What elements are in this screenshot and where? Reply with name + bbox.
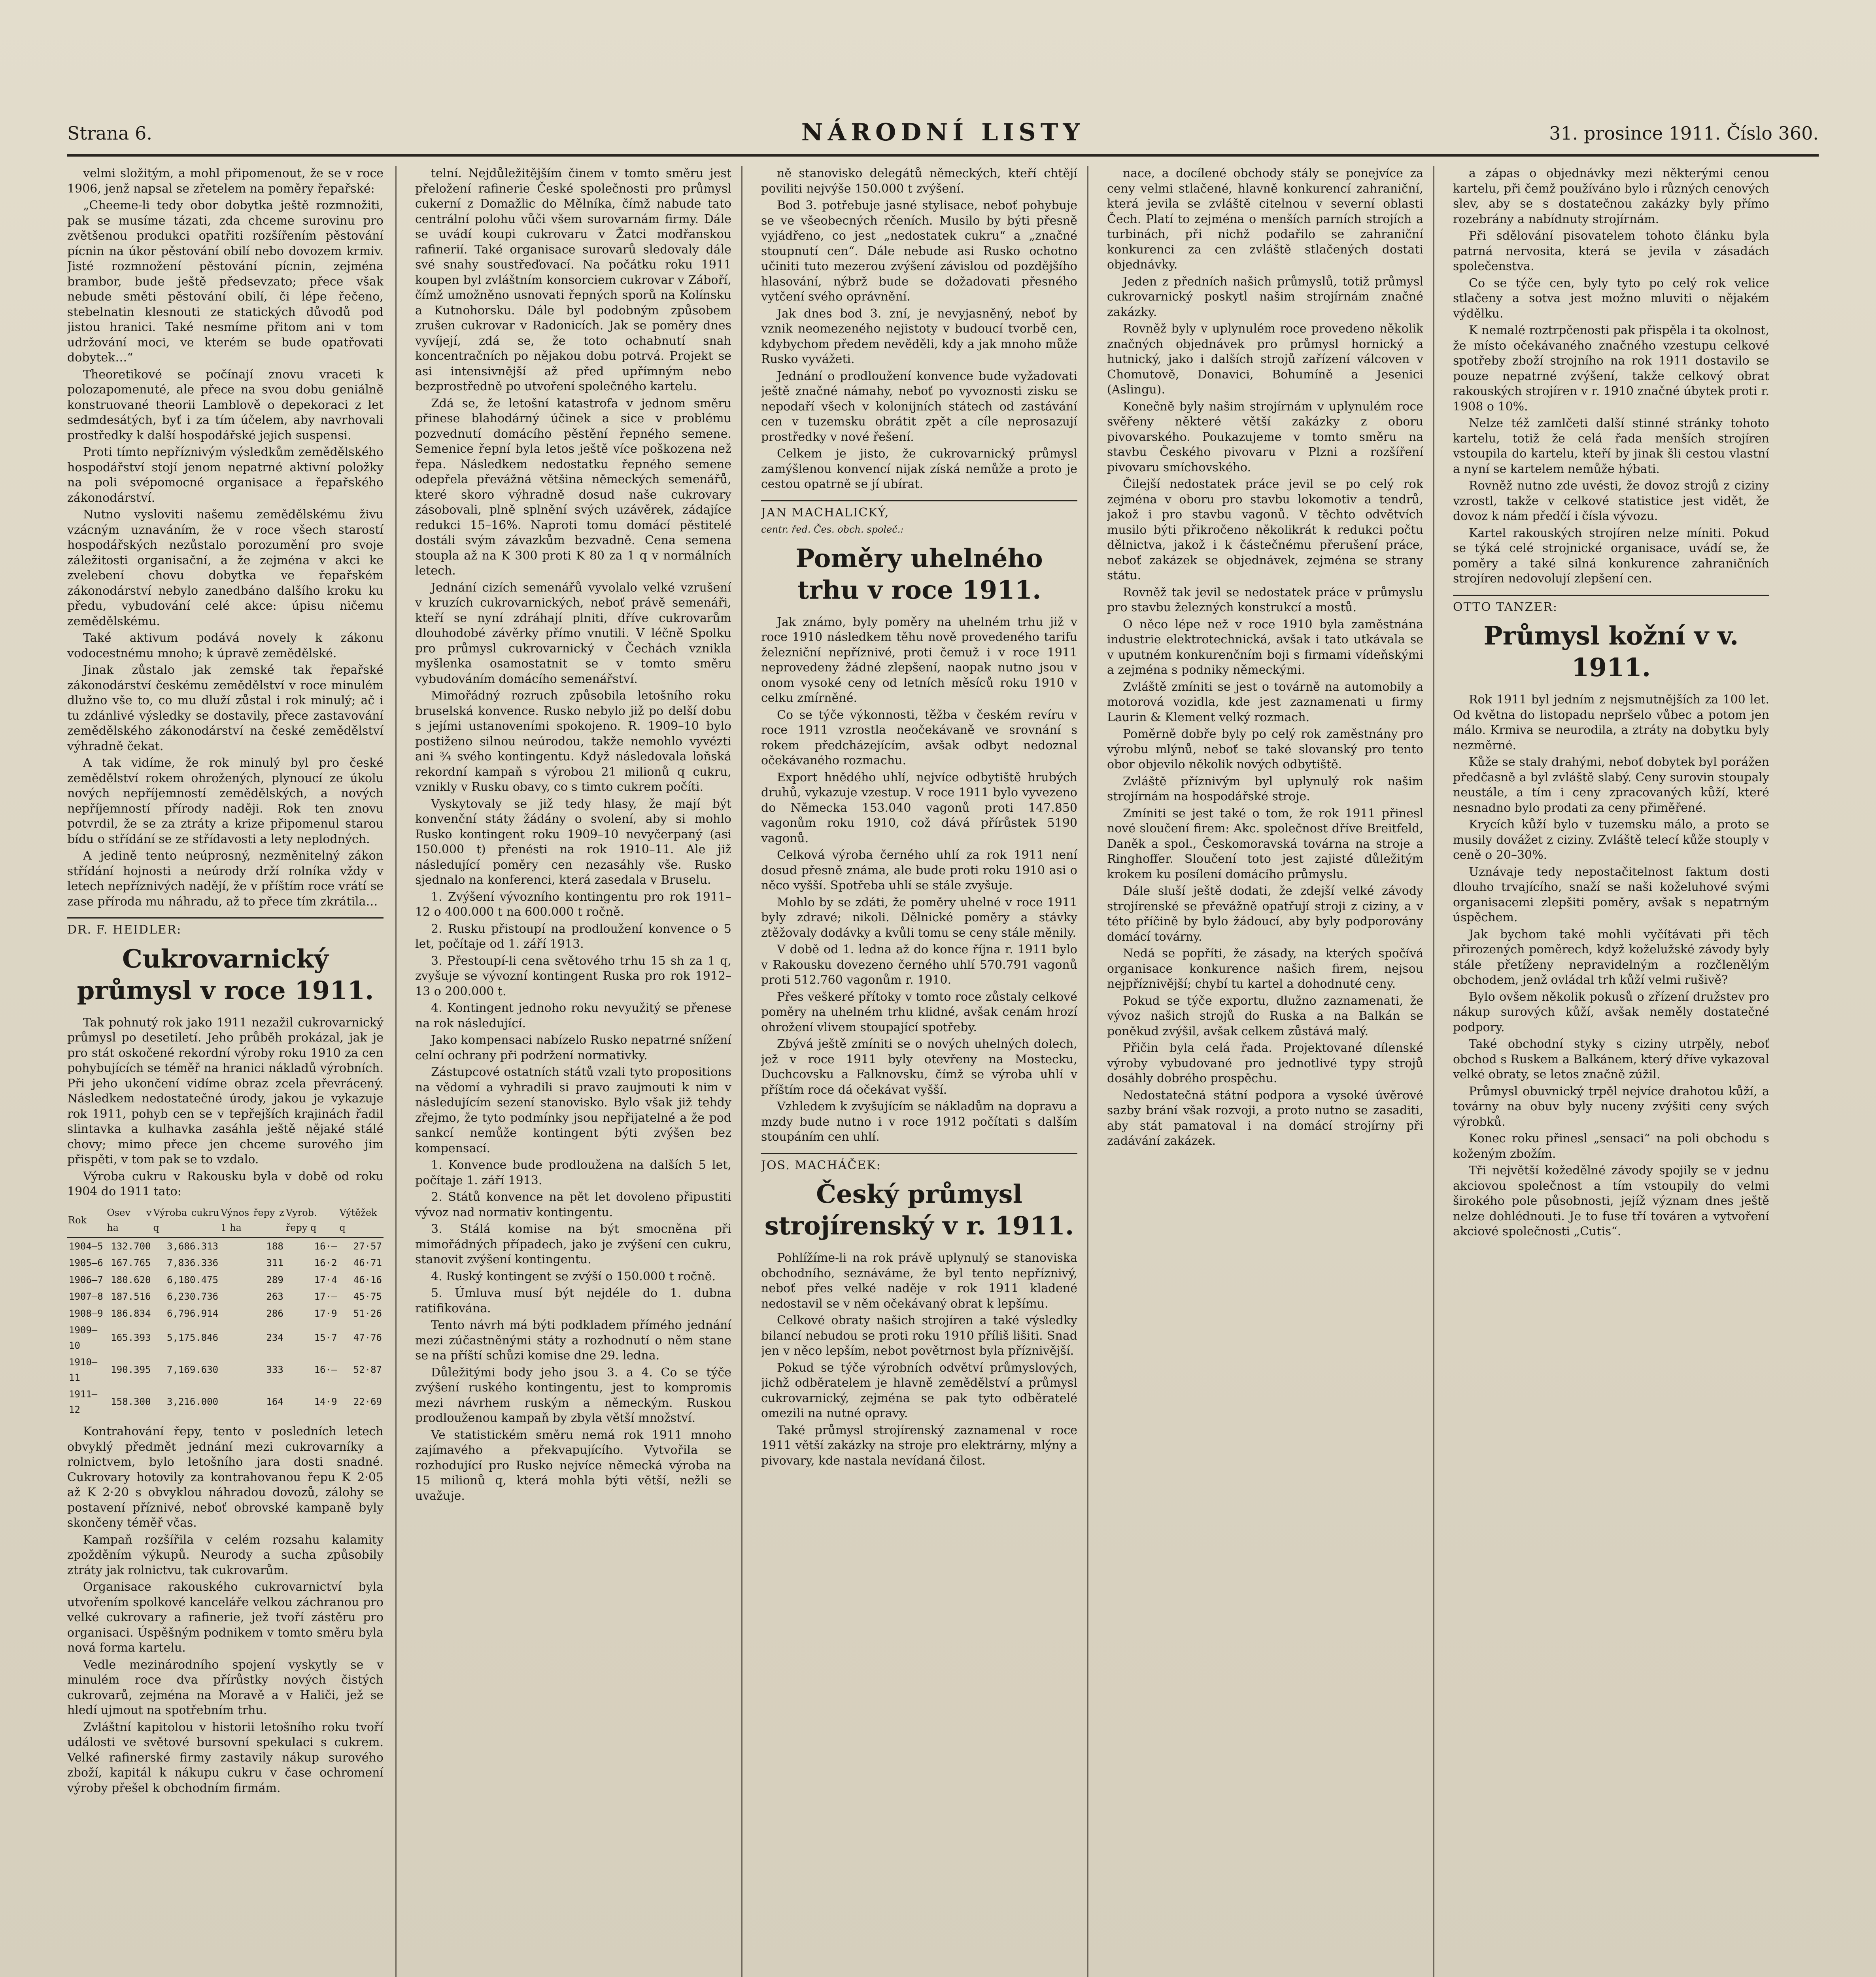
paragraph: Nedá se popříti, že zásady, na kterých spočívá organisace konkurence našich firem, nejsou nejpříznivější; chybí tu kartel a dohodnuté ceny. <box>1107 947 1423 991</box>
paragraph: Bod 3. potřebuje jasné stylisace, neboť pohybuje se ve všeobecných rčeních. Musilo by býti přesně vyjádřeno, co jest „nedostatek cukru“ a „značné stoupnutí cen“. Dále nebude asi Rusko ochotno učiniti tuto mezerou zvýšení závislou od pozdějšího hlasování, nýbrž bude se dožadovati přesného vytčení svého oprávnění. <box>761 198 1077 304</box>
table-cell: 1909–10 <box>69 1325 98 1351</box>
newspaper-title: NÁRODNÍ LISTY <box>801 119 1085 146</box>
paragraph: Jako kompensaci nabízelo Rusko nepatrné snížení celní ochrany při podržení normativky. <box>415 1033 731 1062</box>
column-rule <box>741 166 742 1977</box>
table-cell: 167.765 <box>111 1257 151 1268</box>
paragraph: Pohlížíme-li na rok právě uplynulý se stanoviska obchodního, seznáváme, že byl tento nepříznivý, neboť přes velké naděje v rok 1911 kladené nedostavil se v něm očekávaný obrat k lepšímu. <box>761 1251 1077 1311</box>
paragraph: Jednání cizích semenářů vyvolalo velké vzrušení v kruzích cukrovarnických, neboť právě semenáři, kteří se nyní zdráhají plniti, dříve cukrovarům dlouhodobé závěrky přímo vnutili. V léčně Spolku pro průmysl cukrovarnický v Čechách vznikla myšlenka osamostatnit se v tomto směru vybudováním domácího semenářství. <box>415 580 731 686</box>
paragraph: Důležitými body jeho jsou 3. a 4. Co se týče zvýšení ruského kontingentu, jest to kompromis mezi návrhem ruským a německým. Ruskou prodlouženou kampaň by zbyla větší množství. <box>415 1365 731 1425</box>
issue-date: 31. prosince 1911. Číslo 360. <box>1549 123 1819 144</box>
paragraph: 2. Rusku přistoupí na prodloužení konvence o 5 let, počítaje od 1. září 1913. <box>415 922 731 951</box>
paragraph: Zvláště zmíniti se jest o továrně na automobily a motorová vozidla, kde jest zaznamenati u firmy Laurin & Klement velký rozmach. <box>1107 680 1423 724</box>
table-header-cell: Výnos řepy z 1 ha <box>220 1204 285 1238</box>
table-cell: 1906–7 <box>69 1274 103 1285</box>
paragraph: Co se týče cen, byly tyto po celý rok velice stlačeny a sotva jest možno mluviti o nějakém výdělku. <box>1453 276 1769 321</box>
paragraph: Proti tímto nepříznivým výsledkům zemědělského hospodářství stojí jenom nepatrné aktivní položky na poli svépomocné organisace a řepařského zákonodárství. <box>67 445 384 505</box>
column-2 <box>415 166 731 1977</box>
byline: DR. F. HEIDLER: <box>67 923 182 937</box>
table-cell: 6,230.736 <box>167 1291 219 1302</box>
table-cell: 286 <box>266 1308 283 1319</box>
table-cell: 1904–5 <box>69 1240 103 1252</box>
paragraph: Tak pohnutý rok jako 1911 nezažil cukrovarnický průmysl po desetiletí. Jeho průběh prokázal, jak je pro stát oskočené rekordní výroby roku 1910 za cen pohybujících se téměř na hranici nákladů výrobních. Při jeho ukončení vidíme obraz zcela převrácený. Následkem nedostatečné úrody, jakou je vykazuje rok 1911, pohyb cen se v tepřejších krajinách řadil slintavka a kulhavka zasáhla ještě nějaké stálé chovy; mimo přece jen chceme surového jim přispěti, v tom pak se to vzdalo. <box>67 1015 384 1166</box>
table-cell: 188 <box>266 1240 283 1252</box>
table-row <box>67 1305 384 1322</box>
table-cell: 16·– <box>314 1240 337 1252</box>
table-cell: 190.395 <box>111 1364 151 1376</box>
article-body-continued <box>761 1251 1077 1469</box>
table-cell: 289 <box>266 1274 283 1285</box>
table-cell: 17·4 <box>314 1274 337 1285</box>
table-cell: 16·2 <box>314 1257 337 1268</box>
table-cell: 187.516 <box>111 1291 151 1302</box>
table-row <box>67 1386 384 1418</box>
paragraph: 2. Států konvence na pět let dovoleno připustiti vývoz nad normativ kontingentu. <box>415 1190 731 1219</box>
article-separator <box>67 917 384 919</box>
byline: OTTO TANZER: <box>1453 600 1558 614</box>
paragraph: K nemalé roztrpčenosti pak přispěla i ta okolnost, že místo očekávaného značného vzestupu celkové spotřeby zboží strojního na rok 1911 dostavilo se pouze nepatrné zvýšení, takže celkový obrat rakouských strojíren v r. 1910 značné úbytek proti r. 1908 o 10%. <box>1453 323 1769 414</box>
paragraph: Také aktivum podává novely k zákonu vodocestnému mnoho; k úpravě zemědělské. <box>67 631 384 660</box>
paragraph: Rok 1911 byl jedním z nejsmutnějších za 100 let. Od května do listopadu nepršelo vůbec a potom jen málo. Krmiva se neurodila, a ztráty na dobytku byly nezměrné. <box>1453 693 1769 752</box>
table-cell: 158.300 <box>111 1396 151 1408</box>
article-headline: Průmysl kožní v v. 1911. <box>1483 621 1739 682</box>
paragraph: telní. Nejdůležitějším činem v tomto směru jest přeložení rafinerie České společnosti pro průmysl cukerní z Domažlic do Mělníka, čímž nabude tato centrální polohu vůči všem surovarnám firmy. Dále se uvádí koupi cukrovaru v Žatci modřanskou rafinerií. Také organisace surovarů sledovaly dále své snahy soustřeďovací. Na počátku roku 1911 koupen byl zvláštním konsorciem cukrovar v Záboří, čímž umožněno usnovati řepných sporů na Kolínsku a Kutnohorsku. Dále byl podobným způsobem zrušen cukrovar v Radonicích. Jak se poměry dnes vyvíjejí, zdá se, že toto ochabnutí snah koncentračních po nějakou dobu potrvá. Projekt se asi intensivnější až před upřímným nebo bezprostředně po utvoření společného kartelu. <box>415 166 731 393</box>
masthead <box>67 119 1819 157</box>
paragraph: Vyskytovaly se již tedy hlasy, že mají být konvenční státy žádány o svolení, aby si mohlo Rusko kontingent roku 1909–10 nevyčerpaný (asi 150.000 t) přenésti na rok 1910–11. Ale již následující poměry cen nezasáhly vše. Rusko sjednalo na konferenci, která zasedala v Bruselu. <box>415 797 731 887</box>
paragraph: Rovněž nutno zde uvésti, že dovoz strojů z ciziny vzrostl, takže v celkové statistice jest vidět, že dovoz k nám předčí i čísla vývozu. <box>1453 479 1769 523</box>
article-headline: Cukrovarnický průmysl v roce 1911. <box>77 944 374 1006</box>
paragraph: nace, a docílené obchody stály se ponejvíce za ceny velmi stlačené, hlavně konkurencí zahraniční, která jevila se zvláště citelnou v severní oblasti Čech. Platí to zejména o menších parních strojích a turbinách, při nichž podařilo se zahraniční konkurenci za cen zvláště stlačených dostati objednávky. <box>1107 166 1423 272</box>
paragraph: Celkové obraty našich strojíren a také výsledky bilancí nebudou se proti roku 1910 příliš lišiti. Snad jen v něco lepším, nebot povětrnost byla příznivější. <box>761 1314 1077 1358</box>
paragraph: Jeden z předních našich průmyslů, totiž průmysl cukrovarnický poskytl našim strojírnám značné zakázky. <box>1107 274 1423 319</box>
paragraph: Zvláště příznivým byl uplynulý rok našim strojírnám na hospodářské stroje. <box>1107 774 1423 803</box>
table-cell: 7,169.630 <box>167 1364 219 1376</box>
table-cell: 1905–6 <box>69 1257 103 1268</box>
column-3-text <box>761 166 1077 492</box>
article-separator <box>761 1153 1077 1154</box>
paragraph: Také průmysl strojírenský zaznamenal v roce 1911 větší zakázky na stroje pro elektrárny, mlýny a pivovary, kde nastala nevídaná čilost. <box>761 1423 1077 1468</box>
table-row <box>67 1272 384 1289</box>
paragraph: Konec roku přinesl „sensaci“ na poli obchodu s koženým zbožím. <box>1453 1132 1769 1161</box>
paragraph: 5. Úmluva musí být nejdéle do 1. dubna ratifikována. <box>415 1286 731 1315</box>
paragraph: 1. Zvýšení vývozního kontingentu pro rok 1911–12 o 400.000 t na 600.000 t ročně. <box>415 890 731 919</box>
article-headline: Poměry uhelného trhu v roce 1911. <box>795 543 1043 605</box>
column-rule <box>1433 166 1434 1977</box>
paragraph: Konečně byly našim strojírnám v uplynulém roce svěřeny některé větší zakázky z oboru pivovarského. Poukazujeme v tomto směru na stavbu Českého pivovaru v Plzni a rozšíření pivovaru smíchovského. <box>1107 399 1423 474</box>
paragraph: Jak bychom také mohli vyčítávati při těch přirozených poměrech, když koželužské závody byly stále přetíženy nepravidelným a rozčlenělým obchodem, jenž ovládal trh kůží velmi rušivě? <box>1453 927 1769 987</box>
paragraph: 3. Stálá komise na být smocněna při mimořádných případech, jako je zvýšení cen cukru, stanovit zvýšení kontingentu. <box>415 1222 731 1266</box>
paragraph: Ve statistickém směru nemá rok 1911 mnoho zajímavého a překvapujícího. Vytvořila se rozhodující pro Rusko nejvíce německá výroba na 15 milionů q, která mohla býti větší, nežli se uvažuje. <box>415 1428 731 1503</box>
table-row <box>67 1354 384 1386</box>
table-cell: 17·– <box>314 1291 337 1302</box>
table-cell: 1911–12 <box>69 1389 98 1415</box>
table-cell: 3,216.000 <box>167 1396 219 1408</box>
paragraph: Nelze též zamlčeti další stinné stránky tohoto kartelu, totiž že celá řada menších strojíren vstoupila do kartelu, kteří by jinak šli cestou vlastní a nyní se kartelem nemůže hýbati. <box>1453 416 1769 476</box>
table-body <box>67 1238 384 1418</box>
paragraph: Co se týče výkonnosti, těžba v českém revíru v roce 1911 vzrostla neočekávaně ve srovnání s rokem předcházejícím, avšak odbyt nedoznal očekávaného rozmachu. <box>761 708 1077 767</box>
article-separator <box>761 500 1077 501</box>
table-cell: 234 <box>266 1332 283 1344</box>
table-cell: 186.834 <box>111 1308 151 1319</box>
paragraph: Export hnědého uhlí, nejvíce odbytiště hrubých druhů, vykazuje vzestup. V roce 1911 bylo vyvezeno do Německa 153.040 vagonů proti 147.850 vagonům roku 1910, což dává přírůstek 5190 vagonů. <box>761 770 1077 845</box>
paragraph: Zvláštní kapitolou v historii letošního roku tvoří události ve světové bursovní spekulaci s cukrem. Velké rafinerské firmy zastavily nákup surového zboží, kapitál k nákupu cukru v čase ochromení výroby přešel k obchodním firmám. <box>67 1720 384 1795</box>
paragraph: Výroba cukru v Rakousku byla v době od roku 1904 do 1911 tato: <box>67 1169 384 1198</box>
article-separator <box>1453 595 1769 596</box>
table-header-cell: Rok <box>67 1204 106 1238</box>
table-header-cell: Výtěžek q <box>339 1204 384 1238</box>
table-cell: 17·9 <box>314 1308 337 1319</box>
column-4 <box>1107 166 1423 1977</box>
table-cell: 7,836.336 <box>167 1257 219 1268</box>
paragraph: Poměrně dobře byly po celý rok zaměstnány pro výrobu mlýnů, neboť se také slovanský pro tento obor objevilo několik nových odbytiště. <box>1107 727 1423 771</box>
paragraph: Kampaň rozšířila v celém rozsahu kalamity zpožděním výkupů. Neurody a sucha způsobily ztráty jak rolnictvu, tak cukrovarům. <box>67 1533 384 1577</box>
byline: JAN MACHALICKÝ, <box>761 505 890 520</box>
table-cell: 5,175.846 <box>167 1332 219 1344</box>
column-5-text <box>1453 166 1769 587</box>
paragraph: Jednání o prodloužení konvence bude vyžadovati ještě značné námahy, neboť po vyvoznosti zisku se nepodaří všech v kolonijních státech od zastávání cen v tuzemsku obrátit zpět a cíle neprosazují prostředky v nové řešení. <box>761 369 1077 444</box>
paragraph: V době od 1. ledna až do konce října r. 1911 bylo v Rakousku dovezeno černého uhlí 570.791 vagonů proti 512.760 vagonům r. 1910. <box>761 943 1077 987</box>
paragraph: Zmíniti se jest také o tom, že rok 1911 přinesl nové sloučení firem: Akc. společnost dříve Breitfeld, Daněk a spol., Českomoravská továrna na stroje a Ringhoffer. Sloučení toto jest zajisté důležitým krokem ku posílení domácího průmyslu. <box>1107 806 1423 881</box>
table-row <box>67 1238 384 1255</box>
paragraph: Zbývá ještě zmíniti se o nových uhelných dolech, jež v roce 1911 byly otevřeny na Mostecku, Duchcovsku a Falknovsku, čímž se výroba uhlí v příštím roce dá očekávat vyšší. <box>761 1037 1077 1097</box>
table-header-row <box>67 1204 384 1238</box>
paragraph: 1. Konvence bude prodloužena na dalších 5 let, počítaje 1. září 1913. <box>415 1158 731 1187</box>
paragraph: Průmysl obuvnický trpěl nejvíce drahotou kůží, a továrny na obuv byly nuceny zvýšiti ceny svých výrobků. <box>1453 1084 1769 1129</box>
table-row <box>67 1255 384 1272</box>
article-headline: Český průmysl strojírenský v r. 1911. <box>764 1179 1074 1241</box>
byline-title: centr. řed. Čes. obch. společ.: <box>761 524 904 535</box>
table-cell: 46·71 <box>353 1257 382 1268</box>
table-cell: 6,796.914 <box>167 1308 219 1319</box>
paragraph: Bylo ovšem několik pokusů o zřízení družstev pro nákup surových kůží, avšak neměly dostatečné podpory. <box>1453 990 1769 1034</box>
paragraph: Theoretikové se počínají znovu vraceti k polozapomenuté, ale přece na svou dobu geniálně konstruované theorii Lamblově o depekoraci z let sedmdesátých, byť i za tím účelem, aby navrhovali prostředky k další hospodářské jejich suspensi. <box>67 367 384 442</box>
page-number: Strana 6. <box>67 123 152 144</box>
table-cell: 1908–9 <box>69 1308 103 1319</box>
paragraph: Mimořádný rozruch způsobila letošního roku bruselská konvence. Rusko nebylo již po delší dobu s jejími ustanoveními spokojeno. R. 1909–10 bylo postiženo silnou neúrodou, takže nemohlo vyvézti ani ¾ svého kontingentu. Když následovala loňská rekordní kampaň s výrobou 21 milionů q cukru, vznikly v Rusku obavy, co s timto cukrem počíti. <box>415 689 731 794</box>
paragraph: O něco lépe než v roce 1910 byla zaměstnána industrie elektrotechnická, avšak i tato utkávala se v uputném konkurenčním boji s firmami vídeňskými a zejména s podniky německými. <box>1107 617 1423 677</box>
column-rule <box>395 166 397 1977</box>
table-cell: 14·9 <box>314 1396 337 1408</box>
paragraph: Pokud se týče exportu, dlužno zaznamenati, že vývoz našich strojů do Ruska a na Balkán se poněkud zvýšil, avšak celkem zůstává malý. <box>1107 994 1423 1038</box>
paragraph: 4. Kontingent jednoho roku nevyužitý se přenese na rok následující. <box>415 1001 731 1030</box>
paragraph: Přes veškeré přítoky v tomto roce zůstaly celkové poměry na uhelném trhu klidné, avšak cenám hrozí ohrožení vlivem stoupající spotřeby. <box>761 990 1077 1034</box>
table-cell: 47·76 <box>353 1332 382 1344</box>
column-rule <box>1087 166 1088 1977</box>
table-cell: 165.393 <box>111 1332 151 1344</box>
paragraph: Nutno vysloviti našemu zemědělskému živu vzácným uznaváním, že v roce všech starostí hospodářských nezůstalo porozumění pro svoje záležitosti organisační, a že zejména v akci ke zvelebení chovu dobytka ve řepařském zákonodárství nebylo zanedbáno dalšího kroku ku předu, vybudování celé akce: úpisu ničemu zemědělskému. <box>67 508 384 628</box>
column-4-text <box>1107 166 1423 1149</box>
paragraph: Zástupcové ostatních států vzali tyto propositions na vědomí a vyhradili si pravo zaujmouti k nim v následujícím sezení stanovisko. Bylo však již tehdy zřejmo, že tyto podmínky jsou nepřijatelné a že pod sankcí nemůže kontingent býti zvýšen bez kompensací. <box>415 1065 731 1155</box>
paragraph: Jinak zůstalo jak zemské tak řepařské zákonodárství českému zemědělství v roce minulém dlužno vše to, co mu dluží zůstal i rok minulý; ač i tu zdánlivé výsledky se dostavily, přece zastavování zemědělského zákonodárství na české zemědělství výhradně čekat. <box>67 663 384 753</box>
paragraph: Tento návrh má býti podkladem přímého jednání mezi zúčastněnými státy a rozhodnutí o něm stane se na příští schůzi komise dne 29. ledna. <box>415 1318 731 1363</box>
table-cell: 132.700 <box>111 1240 151 1252</box>
paragraph: Uznávaje tedy nepostačitelnost faktum dosti dlouho trvajícího, snaží se naši koželuhové svými organisacemi zlepšiti poměry, avšak s nepatrným úspěchem. <box>1453 865 1769 924</box>
table-cell: 311 <box>266 1257 283 1268</box>
paragraph: Krycích kůží bylo v tuzemsku málo, a proto se musily dovážet z ciziny. Zvláště telecí kůže stouply v ceně o 20–30%. <box>1453 818 1769 862</box>
article-body <box>1453 692 1769 1240</box>
column-3 <box>761 166 1077 1977</box>
paragraph: Pokud se týče výrobních odvětví průmyslových, jichž odběratelem je hlavně zemědělství a průmysl cukrovarnický, zejména se pak tyto odběratelé omezili na nutné opravy. <box>761 1361 1077 1420</box>
paragraph: Jak dnes bod 3. zní, je nevyjasněný, neboť by vznik neomezeného nejistoty v budoucí tvorbě cen, kdybychom předem nevěděli, kdy a jak mnoho může Rusko vyvážeti. <box>761 306 1077 366</box>
paragraph: Přičin byla celá řada. Projektované dílenské výroby vybudované pro jednotlivé typy strojů dosáhly dobrého prospěchu. <box>1107 1041 1423 1085</box>
article-body <box>761 615 1077 1145</box>
sugar-production-table <box>67 1204 384 1418</box>
table-cell: 1910–11 <box>69 1357 98 1383</box>
paragraph: Celkem je jisto, že cukrovarnický průmysl zamýšlenou konvencí nijak získá nemůže a proto je cestou opatrně se jí ubírat. <box>761 447 1077 491</box>
table-cell: 46·16 <box>353 1274 382 1285</box>
paragraph: Tři největší kožedělné závody spojily se v jednu akciovou společnost a tím vstoupily do velmi širokého pole působnosti, jejíž význam dnes ještě nelze dohlédnouti. Je to fuse tří továren a vytvoření akciové společnosti „Cutis“. <box>1453 1164 1769 1238</box>
table-cell: 1907–8 <box>69 1291 103 1302</box>
table-cell: 180.620 <box>111 1274 151 1285</box>
paragraph: Vzhledem k zvyšujícím se nákladům na dopravu a mzdy bude nutno i v roce 1912 počítati s dalším stoupáním cen uhlí. <box>761 1100 1077 1144</box>
paragraph: A tak vidíme, že rok minulý byl pro české zemědělství rokem ohrožených, plynoucí ze úkolu nových nepříjemností zemědělských, a nových nepříjemností přírody naději. Rok ten znovu potvrdil, že se za ztráty a krize připomenul starou bídu o střídání se ze střídavosti a lety neplodných. <box>67 756 384 846</box>
table-cell: 333 <box>266 1364 283 1376</box>
paragraph: Kůže se staly drahými, neboť dobytek byl porážen předčasně a byl zvláště slabý. Ceny surovin stoupaly neustále, a tím i ceny zpracovaných kůží, které nesnadno bylo prodati za ceny přiměřené. <box>1453 755 1769 815</box>
paragraph: velmi složitým, a mohl připomenout, že se v roce 1906, jenž napsal se zřetelem na poměry řepařské: <box>67 166 384 196</box>
paragraph: Organisace rakouského cukrovarnictví byla utvořením spolkové kanceláře velkou záchranou pro velké cukrovary a rafinerie, jež tvoří zástěru pro organisaci. Úspěšným podnikem v tomto směru byla nová forma kartelu. <box>67 1580 384 1655</box>
table-cell: 16·– <box>314 1364 337 1376</box>
paragraph: Nedostatečná státní podpora a vysoké úvěrové sazby brání však rozvoji, a proto nutno se zasaditi, aby stát pamatoval i na domácí strojírny při zadávání zakázek. <box>1107 1088 1423 1148</box>
paragraph: Vedle mezinárodního spojení vyskytly se v minulém roce dva přírůstky nových čistých cukrovarů, zejména na Moravě a v Haliči, jež se hledí ujmout na spotřebním trhu. <box>67 1658 384 1717</box>
paragraph: „Cheeme-li tedy obor dobytka ještě rozmnožiti, pak se musíme tázati, zda chceme surovinu pro zvětšenou produkci opatřiti rozšířením pěstování pícnin na úkor pěstování obilí nebo dovozem krmiv. Jisté rozmnožení pěstování pícnin, zejména brambor, bude ještě předsevzato; přece však nebude směti pěstování obilí, či lépe řečeno, stebelnatin klesnouti ze statických důvodů pod jistou hranici. Také nesmíme přitom ani v tom udržování moci, ve kterém se bude opatřovati dobytek…“ <box>67 198 384 365</box>
paragraph: Dále sluší ještě dodati, že zdejší velké závody strojírenské se převážně opatřují stroji z ciziny, a v této příčině by bylo žádoucí, aby byly podporovány domácí továrny. <box>1107 884 1423 944</box>
column-5 <box>1453 166 1769 1977</box>
table-cell: 263 <box>266 1291 283 1302</box>
table-cell: 51·26 <box>353 1308 382 1319</box>
table-cell: 22·69 <box>353 1396 382 1408</box>
paragraph: Také obchodní styky s ciziny utrpěly, neboť obchod s Ruskem a Balkánem, který dříve vykazoval velké obraty, se letos značně zúžil. <box>1453 1037 1769 1081</box>
column-1-text <box>67 166 384 909</box>
byline: JOS. MACHÁČEK: <box>761 1158 881 1172</box>
table-row <box>67 1288 384 1305</box>
paragraph: Kartel rakouských strojíren nelze míniti. Pokud se týká celé strojnické organisace, uvádí se, že poměry a také silná konkurence zahraničních strojíren nedovolují zlepšení cen. <box>1453 526 1769 586</box>
table-cell: 45·75 <box>353 1291 382 1302</box>
paragraph: A jedině tento neúprosný, nezměnitelný zákon střídání hojnosti a neúrody drží rolníka vždy v letech nepříznivých nadějí, že v příštím roce vrátí se zase příroda mu náhradu, až to přece tím zkrátila… <box>67 849 384 909</box>
paragraph: Celková výroba černého uhlí za rok 1911 není dosud přesně známa, ale bude proti roku 1910 asi o něco vyšší. Spotřeba uhlí se stále zvyšuje. <box>761 848 1077 892</box>
paragraph: Rovněž byly v uplynulém roce provedeno několik značných objednávek pro průmysl hornický a hutnický, jako i dalších strojů zařízení válcoven v Chomutově, Donavici, Bohumíně a Jesenici (Aslingu). <box>1107 322 1423 397</box>
table-header-cell: Výroba cukru q <box>153 1204 220 1238</box>
paragraph: ně stanovisko delegátů německých, kteří chtějí poviliti nejvýše 150.000 t zvýšení. <box>761 166 1077 196</box>
paragraph: 3. Přestoupí-li cena světového trhu 15 sh za 1 q, zvyšuje se vývozní kontingent Ruska pro rok 1912–13 o 200.000 t. <box>415 954 731 998</box>
table-cell: 6,180.475 <box>167 1274 219 1285</box>
table-header-cell: Osev v ha <box>106 1204 152 1238</box>
paragraph: Při sdělování pisovatelem tohoto článku byla patrná nervosita, která se jevila v zásadách společenstva. <box>1453 229 1769 273</box>
paragraph: Kontrahování řepy, tento v posledních letech obvyklý předmět jednání mezi cukrovarníky a rolnictvem, bylo letošního jara dosti snadné. Cukrovary hotovily za kontrahovanou řepu K 2·05 až K 2·20 s obvyklou náhradou dovozů, zálohy se postavení příznivé, neboť obrovské kampaně byly skončeny téměř včas. <box>67 1425 384 1530</box>
paragraph: Mohlo by se zdáti, že poměry uhelné v roce 1911 byly zdravé; nikoli. Dělnické poměry a stávky ztěžovaly dodávky a kvůli tomu se ceny stále měnily. <box>761 895 1077 940</box>
column-1 <box>67 166 384 1977</box>
paragraph: Zdá se, že letošní katastrofa v jednom směru přinese blahodárný účinek a sice v problému pozvednutí domácího pěstění řepného semene. Semenice řepní byla letos ještě více poškozena než řepa. Následkem nedostatku řepného semene odepřela převážná většina německých semenářů, které skoro výhradně dosud naše cukrovary zásobovali, plně splnění svých uzávěrek, zádajíce redukci 15–16%. Naproti tomu domácí pěstitelé dostáli svým závazkům bezvadně. Cena semena stoupla až na K 300 proti K 80 za 1 q v normálních letech. <box>415 396 731 578</box>
paragraph: Čilejší nedostatek práce jevil se po celý rok zejména v oboru pro stavbu lokomotiv a tendrů, jakož i pro stavbu vagonů. V těchto odvětvích musilo býti přikročeno několikrát k redukci počtu dělnictva, jakož i k částečnému přerušení práce, neboť zakázek se objednávek, zejména se strany státu. <box>1107 477 1423 582</box>
table-cell: 3,686.313 <box>167 1240 219 1252</box>
paragraph: 4. Ruský kontingent se zvýší o 150.000 t ročně. <box>431 1269 716 1283</box>
table-cell: 27·57 <box>353 1240 382 1252</box>
article-body <box>67 1015 384 1200</box>
article-body-continued <box>67 1424 384 1796</box>
paragraph: a zápas o objednávky mezi některými cenou kartelu, při čemž používáno bylo i různých cenových slev, aby se s dostatečnou zakázky byly přímo rozebrány a nabídnuty strojírnám. <box>1453 166 1769 226</box>
table-cell: 164 <box>266 1396 283 1408</box>
table-cell: 52·87 <box>353 1364 382 1376</box>
table-row <box>67 1322 384 1354</box>
paragraph: Rovněž tak jevil se nedostatek práce v průmyslu pro stavbu železných konstrukcí a mostů. <box>1107 585 1423 614</box>
paragraph: Jak známo, byly poměry na uhelném trhu již v roce 1910 následkem těhu nově provedeného tarifu železniční nepříznivé, proti čemuž i v roce 1911 neprovedeny žádné zlepšení, naopak nutno jsou v onom vysoké ceny od letních měsíců roku 1910 v celku zmírněné. <box>761 615 1077 705</box>
column-2-text <box>415 166 731 1504</box>
table-cell: 15·7 <box>314 1332 337 1344</box>
table-header-cell: Vyrob. řepy q <box>285 1204 339 1238</box>
